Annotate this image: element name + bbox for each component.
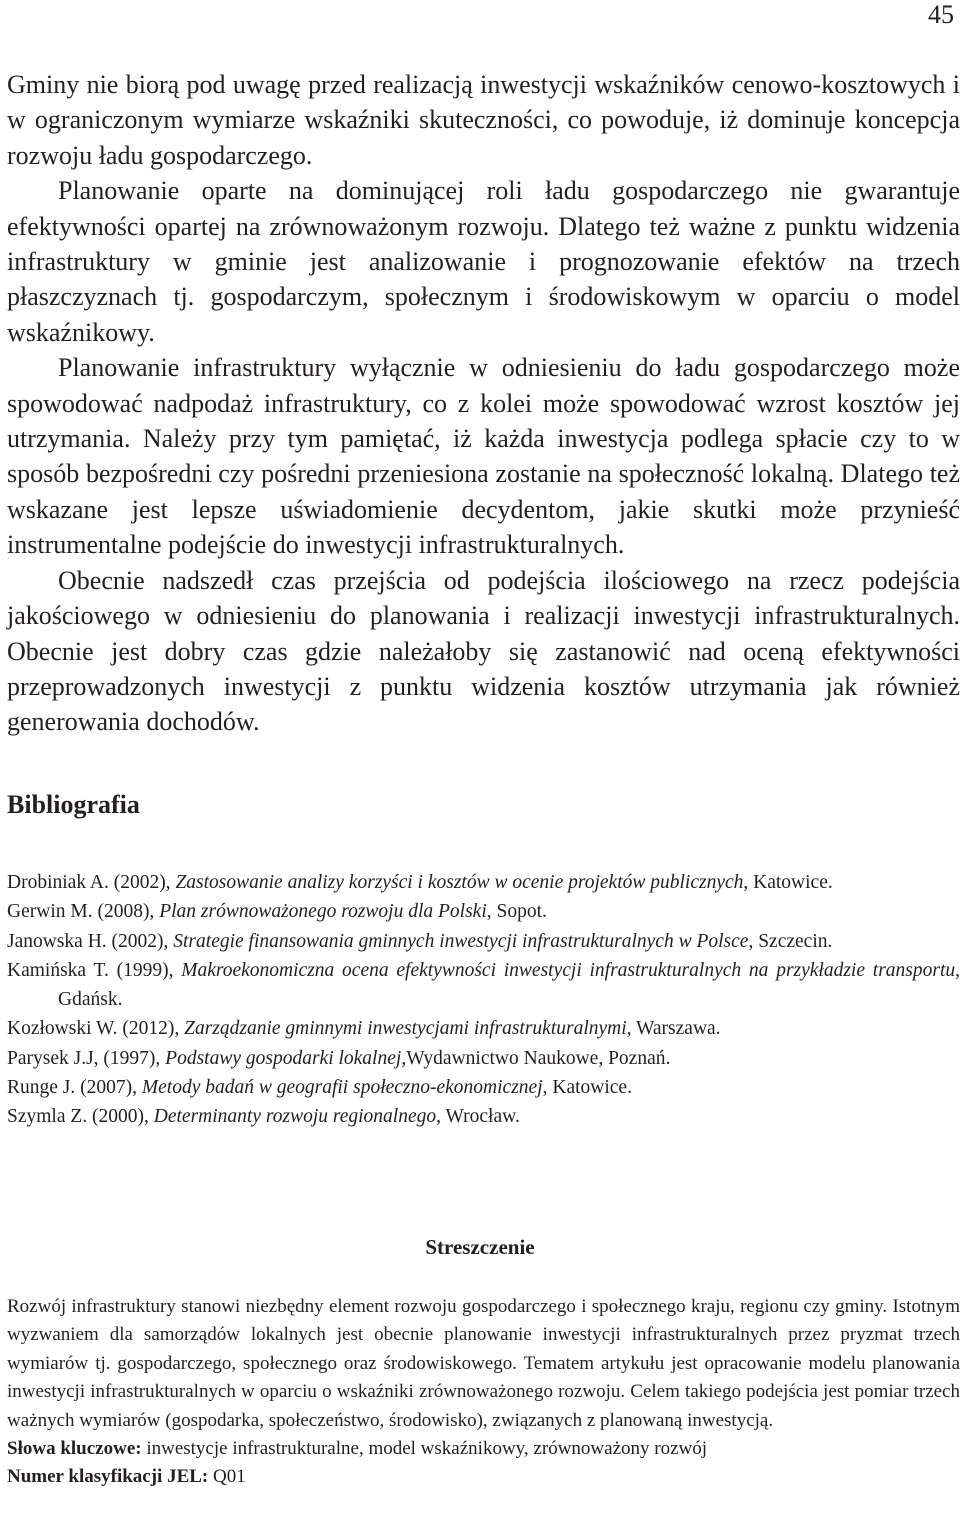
bibliography-entry — [7, 868, 960, 897]
entry-publisher: , Katowice. — [743, 872, 833, 893]
entry-publisher: , Katowice. — [542, 1077, 632, 1099]
entry-author: Kozłowski W. (2012), — [7, 1018, 185, 1040]
bibliography-entry — [7, 1044, 960, 1073]
entry-title: Strategie finansowania gminnych inwestycji infrastrukturalnych w Polsce — [173, 930, 749, 952]
paragraph: Planowanie infrastruktury wyłącznie w odniesieniu do ładu gospodarczego może spowodować nadpodaż infrastruktury, co z kolei może spowodować wzrost kosztów jej utrzymania. Należy przy tym pamiętać, iż każda inwestycja podlega spłacie czy to w sposób bezpośredni czy pośredni przeniesiona zostanie na społeczność lokalną. Dlatego też wskazane jest lepsze uświadomienie decydentom, jakie skutki może przynieść instrumentalne podejście do inwestycji infrastrukturalnych. — [7, 353, 960, 560]
jel-line — [7, 1463, 960, 1491]
summary-heading: Streszczenie — [425, 1235, 535, 1259]
bibliography-entry — [7, 1014, 960, 1043]
keywords-value: inwestycje infrastrukturalne, model wskaźnikowy, zrównoważony rozwój — [141, 1438, 708, 1460]
entry-title: Determinanty rozwoju regionalnego — [153, 1106, 437, 1128]
entry-author: Drobiniak A. (2002), — [7, 872, 176, 893]
entry-title: Podstawy gospodarki lokalnej — [165, 1047, 402, 1069]
bibliography-list — [7, 868, 960, 1132]
summary-text: Rozwój infrastruktury stanowi niezbędny element rozwoju gospodarczego i społecznego kraju, regionu czy gminy. Istotnym wyzwaniem dla samorządów lokalnych jest obecnie planowanie inwestycji infrastrukturalnych przez pryzmat trzech wymiarów tj. gospodarczego, społecznego oraz środowiskowego. Tematem artykułu jest opracowanie modelu planowania inwestycji infrastrukturalnych w oparciu o wskaźniki zrównoważonego rozwoju. Celem takiego podejścia jest pomiar trzech ważnych wymiarów (gospodarka, społeczeństwo, środowisko), związanych z planowaną inwestycją. — [7, 1296, 960, 1431]
bibliography-entry — [7, 956, 960, 1015]
entry-author: Szymla Z. (2000), — [7, 1106, 154, 1128]
bibliography-entry — [7, 1073, 960, 1102]
jel-label: Numer klasyfikacji JEL: — [7, 1466, 209, 1488]
article-body — [7, 67, 960, 740]
bibliography-entry — [7, 897, 960, 926]
paragraph: Planowanie oparte na dominującej roli ładu gospodarczego nie gwarantuje efektywności opartej na zrównoważonym rozwoju. Dlatego też ważne z punktu widzenia infrastruktury w gminie jest analizowanie i prognozowanie efektów na trzech płaszczyznach tj. gospodarczym, społecznym i środowiskowym w oparciu o model wskaźnikowy. — [7, 176, 960, 347]
entry-title: Metody badań w geografii społeczno-ekonomicznej — [141, 1077, 543, 1099]
bibliography-entry — [7, 1102, 960, 1131]
entry-author: Runge J. (2007), — [7, 1077, 142, 1099]
paragraph: Obecnie nadszedł czas przejścia od podejścia ilościowego na rzecz podejścia jakościowego w odniesieniu do planowania i realizacji inwestycji infrastrukturalnych. Obecnie jest dobry czas gdzie należałoby się zastanowić nad oceną efektywności przeprowadzonych inwestycji z punktu widzenia kosztów utrzymania jak również generowania dochodów. — [7, 565, 960, 737]
entry-title: Zastosowanie analizy korzyści i kosztów w ocenie projektów publicznych — [175, 872, 744, 893]
entry-author: Kamińska T. (1999), — [7, 959, 182, 981]
bibliography-entry — [7, 927, 960, 956]
paragraph: Gminy nie biorą pod uwagę przed realizacją inwestycji wskaźników cenowo-kosztowych i w ograniczonym wymiarze wskaźniki skuteczności, co powoduje, iż dominuje koncepcja rozwoju ładu gospodarczego. — [7, 70, 960, 170]
entry-title: Makroekonomiczna ocena efektywności inwestycji infrastrukturalnych na przykładzie transportu — [181, 959, 956, 981]
entry-publisher: , Warszawa. — [626, 1018, 721, 1040]
entry-publisher: , Gdańsk. — [58, 959, 960, 1011]
entry-title: Zarządzanie gminnymi inwestycjami infrastrukturalnymi — [184, 1018, 627, 1040]
entry-title: Plan zrównoważonego rozwoju dla Polski — [159, 901, 487, 923]
entry-publisher: , Szczecin. — [748, 930, 833, 952]
entry-publisher: , Sopot. — [486, 901, 547, 923]
page-number: 45 — [928, 0, 954, 29]
entry-publisher: , Wrocław. — [436, 1106, 520, 1128]
entry-author: Janowska H. (2002), — [7, 930, 174, 952]
entry-author: Gerwin M. (2008), — [7, 901, 160, 923]
bibliography-heading: Bibliografia — [7, 790, 140, 819]
keywords-label: Słowa kluczowe: — [7, 1438, 142, 1460]
jel-value: Q01 — [208, 1466, 246, 1488]
entry-author: Parysek J.J, (1997), — [7, 1047, 166, 1069]
summary-block — [7, 1293, 960, 1492]
keywords-line — [7, 1435, 960, 1463]
entry-publisher: ,Wydawnictwo Naukowe, Poznań. — [401, 1047, 671, 1069]
